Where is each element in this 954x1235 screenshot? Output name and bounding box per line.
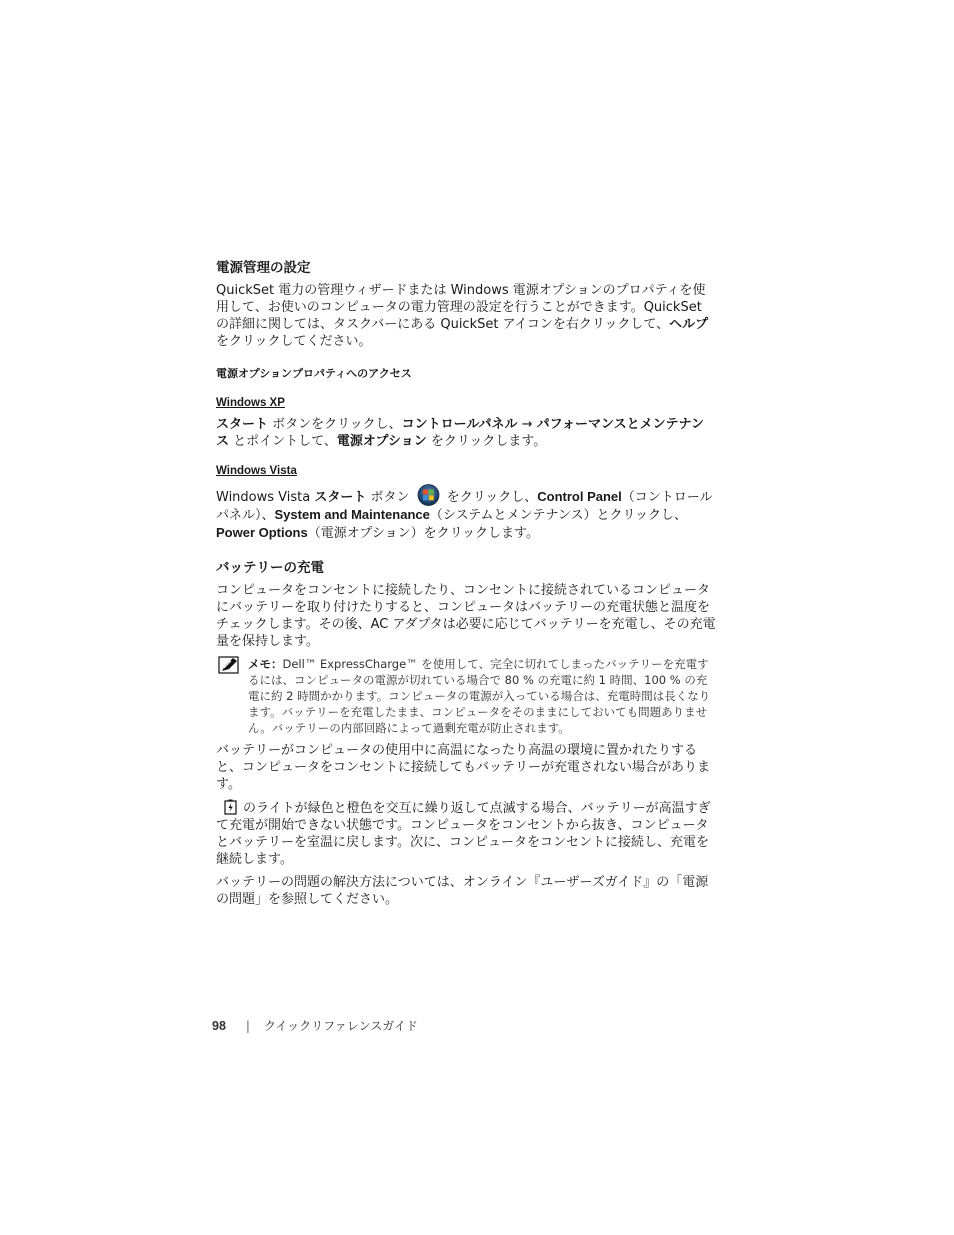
note-label: メモ： (248, 657, 283, 671)
power-management-paragraph (216, 282, 716, 350)
paragraph-text: のライトが緑色と橙色を交互に繰り返して点滅する場合、バッテリーが高温すぎて充電が開始できない状態です。コンピュータをコンセントから抜き、コンピュータとバッテリーを室温に戻します。次に、コンピュータをコンセントに接続し、充電を継続します。 (216, 801, 711, 867)
section-title-power-management: 電源管理の設定 (216, 260, 311, 276)
arrow-glyph: → (517, 417, 537, 432)
section-title-battery-charging: バッテリーの充電 (216, 560, 324, 576)
xp-text-2: とポイントして、 (229, 434, 337, 449)
page-content (216, 258, 716, 908)
note-box (216, 656, 716, 736)
windows-start-orb-icon (416, 484, 441, 506)
vista-text-5: （電源オプション）をクリックします。 (307, 526, 540, 541)
system-maintenance-term: System and Maintenance (274, 507, 430, 522)
paragraph-tail: をクリックしてください。 (216, 334, 372, 349)
performance-maintenance-term: パフォーマンスとメンテナンス (216, 417, 704, 449)
note-pencil-icon (218, 656, 240, 674)
subsection-title-windows-vista: Windows Vista (216, 465, 297, 477)
vista-text-2: をクリックし、 (442, 490, 538, 505)
vista-text-0: Windows Vista (216, 490, 315, 505)
vista-text-3: （コントロールパネル）、 (216, 490, 713, 523)
vista-text-4: （システムとメンテナンス）とクリックし、 (429, 508, 687, 523)
help-term: ヘルプ (669, 317, 709, 332)
start-term: スタート (216, 417, 269, 432)
note-text: Dell™ ExpressCharge™ を使用して、完全に切れてしまったバッテリーを充電するには、コンピュータの電源が切れている場合で 80 % の充電に約 1 時間、100 % の充電に約 2 時間かかります。コンピュータの電源が入っている場合は、充電時間は長くなります。バッテリーを充電したまま、コンピュータをそのままにしておいても問題ありません。バッテリーの内部回路によって過剰充電が防止されます。 (248, 657, 711, 735)
battery-charging-paragraph-4: バッテリーの問題の解決方法については、オンライン『ユーザーズガイド』の「電源の問題」を参照してください。 (216, 875, 709, 907)
control-panel-term: コントロールパネル (401, 417, 518, 432)
power-options-term: Power Options (216, 525, 308, 540)
start-term: スタート (314, 490, 367, 505)
xp-text-1: ボタンをクリックし、 (268, 417, 402, 432)
page-number: 98 (212, 1019, 226, 1033)
power-options-term: 電源オプション (336, 434, 427, 449)
vista-text-1: ボタン (366, 490, 414, 505)
paragraph-text: QuickSet 電力の管理ウィザードまたは Windows 電源オプションのプロパティを使用して、お使いのコンピュータの電力管理の設定を行うことができます。QuickSet の詳細に関しては、タスクバーにある QuickSet アイコンを右クリックして、 (216, 283, 706, 332)
battery-charging-paragraph-2: バッテリーがコンピュータの使用中に高温になったり高温の環境に置かれたりすると、コンピュータをコンセントに接続してもバッテリーが充電されない場合があります。 (216, 743, 711, 792)
windows-vista-instructions (216, 484, 716, 542)
page-footer (212, 1017, 418, 1034)
control-panel-term: Control Panel (537, 489, 622, 504)
footer-separator: | (245, 1019, 250, 1033)
xp-text-3: をクリックします。 (426, 434, 547, 449)
guide-title: クイックリファレンスガイド (263, 1019, 418, 1033)
windows-xp-instructions (216, 416, 716, 450)
section-title-power-options-access: 電源オプションプロパティへのアクセス (216, 367, 412, 380)
battery-light-icon (224, 799, 237, 815)
battery-charging-paragraph-3 (216, 799, 716, 868)
subsection-title-windows-xp: Windows XP (216, 397, 285, 409)
battery-charging-paragraph-1: コンピュータをコンセントに接続したり、コンセントに接続されているコンピュータにバッテリーを取り付けたりすると、コンピュータはバッテリーの充電状態と温度をチェックします。その後、AC アダプタは必要に応じてバッテリーを充電し、その充電量を保持します。 (216, 583, 716, 649)
